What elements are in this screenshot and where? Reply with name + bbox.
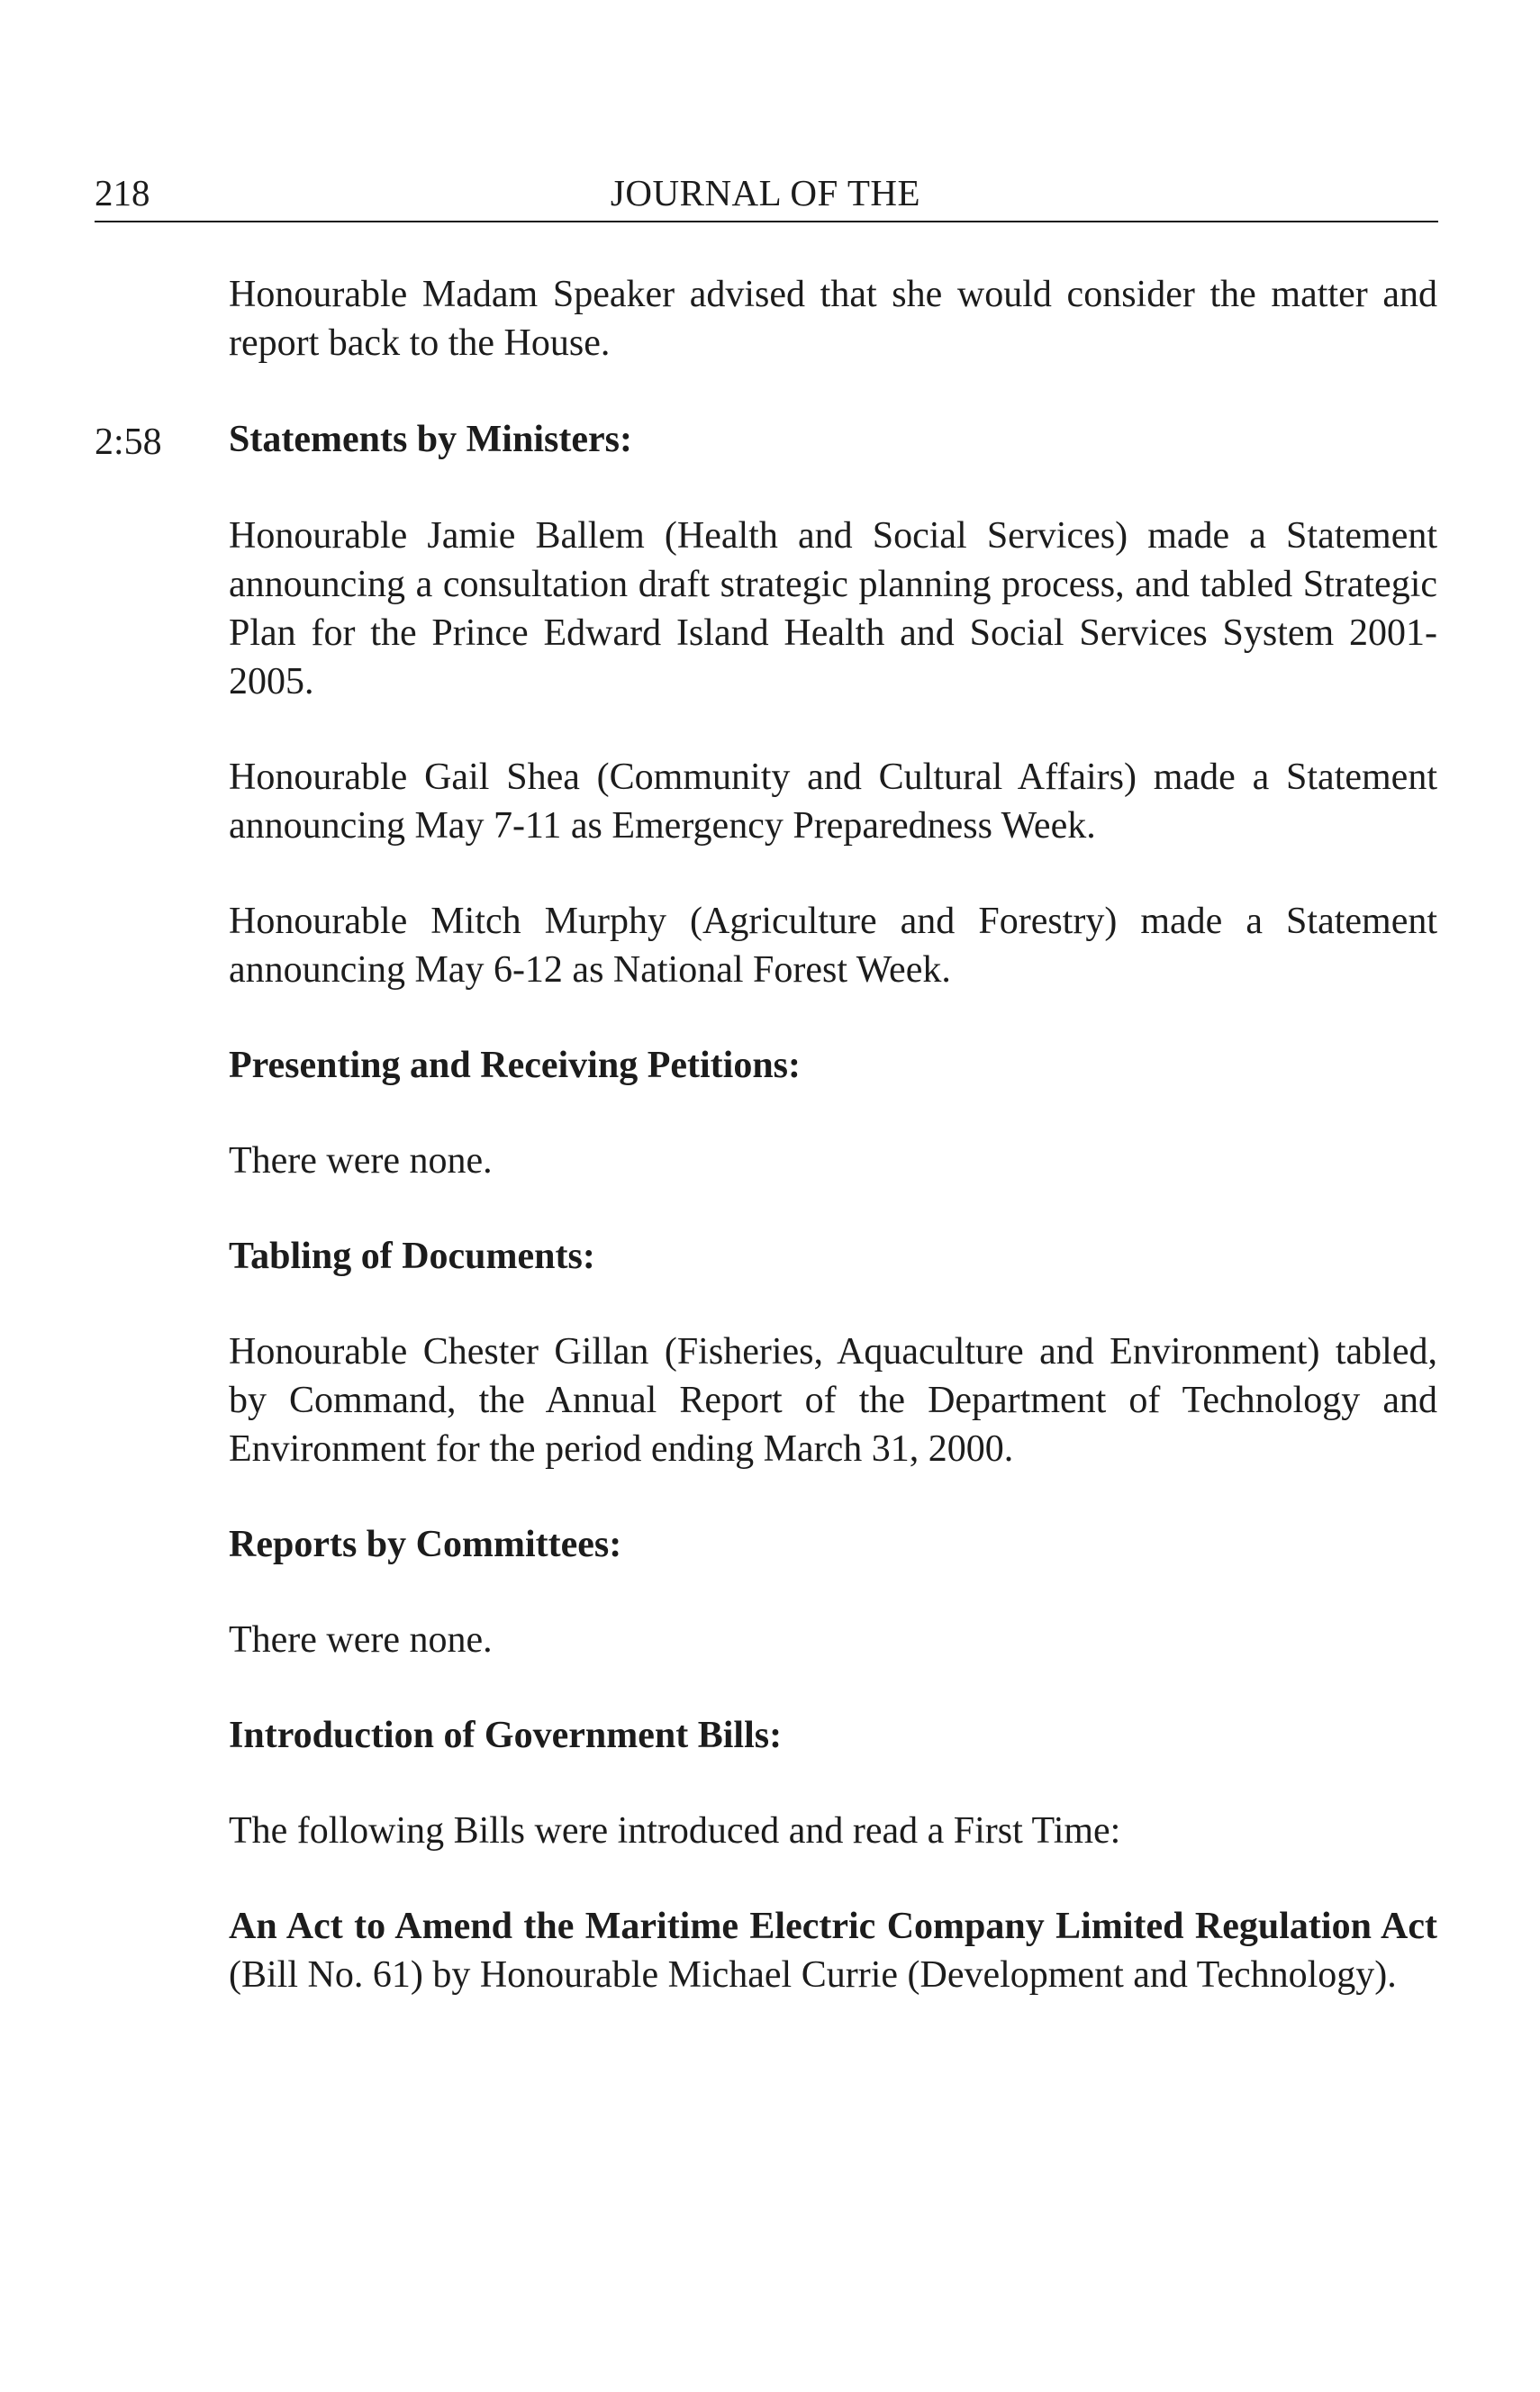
bill-entry <box>229 1902 1437 1999</box>
tabling-heading: Tabling of Documents: <box>229 1236 595 1277</box>
petitions-heading: Presenting and Receiving Petitions: <box>229 1045 802 1086</box>
statement-ballem: Honourable Jamie Ballem (Health and Social Services) made a Statement announcing a consultation draft strategic planning process, and tabled Strategic Plan for the Prince Edward Island Health and Social Services System 2001-2005. <box>229 515 1437 702</box>
bill-title: An Act to Amend the Maritime Electric Company Limited Regulation Act <box>229 1906 1437 1947</box>
bill-details: (Bill No. 61) by Honourable Michael Currie (Development and Technology). <box>229 1954 1397 1996</box>
speaker-paragraph: Honourable Madam Speaker advised that she would consider the matter and report back to the House. <box>229 274 1437 364</box>
committees-text: There were none. <box>229 1619 493 1661</box>
page-number: 218 <box>95 172 150 213</box>
bills-intro: The following Bills were introduced and read a First Time: <box>229 1810 1121 1852</box>
statement-shea: Honourable Gail Shea (Community and Cultural Affairs) made a Statement announcing May 7-11 as Emergency Preparedness Week. <box>229 757 1437 847</box>
running-head: JOURNAL OF THE <box>610 172 921 213</box>
committees-heading: Reports by Committees: <box>229 1524 622 1565</box>
statements-heading: Statements by Ministers: <box>229 419 632 460</box>
petitions-text: There were none. <box>229 1140 493 1182</box>
tabling-text: Honourable Chester Gillan (Fisheries, Aquaculture and Environment) tabled, by Command, the Annual Report of the Department of Technology and Environment for the period ending March 31, 2000. <box>229 1331 1437 1470</box>
header-rule <box>95 221 1438 222</box>
bills-heading: Introduction of Government Bills: <box>229 1715 783 1756</box>
journal-body <box>229 270 1437 1999</box>
statement-murphy: Honourable Mitch Murphy (Agriculture and Forestry) made a Statement announcing May 6-12 as National Forest Week. <box>229 901 1437 991</box>
timestamp: 2:58 <box>95 421 162 463</box>
